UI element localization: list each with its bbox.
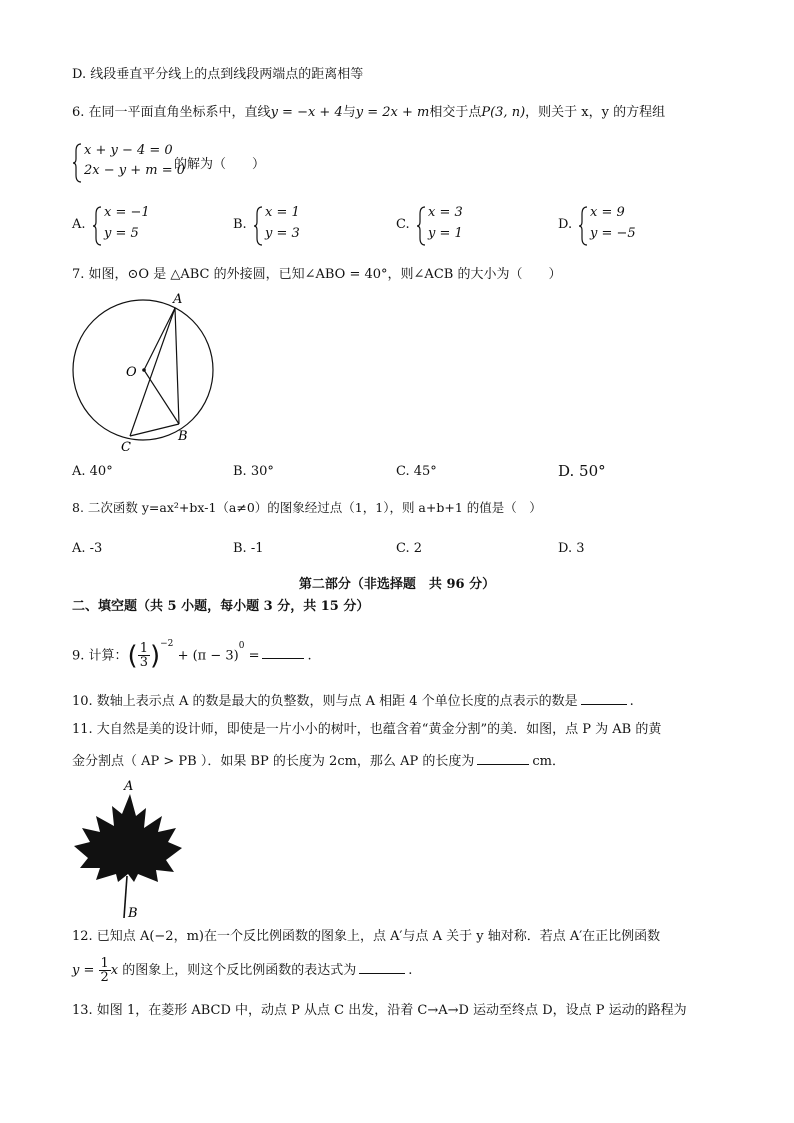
q11-answer-blank[interactable] bbox=[477, 751, 529, 765]
q13-stem: 13. 如图 1，在菱形 ABCD 中，动点 P 从点 C 出发，沿着 C→A→D 运动至终点 D，设点 P 运动的路程为 bbox=[72, 1003, 687, 1018]
q10-answer-blank[interactable] bbox=[581, 691, 627, 705]
q6-number: 6. bbox=[72, 105, 85, 120]
q6-line-2: y = 2x + m bbox=[355, 105, 430, 120]
q6-option-row: y = 1 bbox=[428, 226, 463, 241]
q7-option-a: A. 40° bbox=[72, 464, 113, 479]
q5-option-d: D. 线段垂直平分线上的点到线段两端点的距离相等 bbox=[72, 67, 364, 82]
q9-numerator: 1 bbox=[139, 641, 148, 657]
q8-option-b: B. -1 bbox=[233, 541, 264, 556]
q6-option-row: y = 5 bbox=[104, 226, 139, 241]
q8-option-a: A. -3 bbox=[72, 541, 103, 556]
q12-line-2: y = $\frac{1}{2}$ x 的图象上，则这个反比例函数的表达式为 . bbox=[72, 956, 413, 985]
q7-circle-figure bbox=[68, 290, 218, 455]
q6-option-row: x = 9 bbox=[590, 205, 625, 220]
q10-stem: 10. 数轴上表示点 A 的数是最大的负整数，则与点 A 相距 4 个单位长度的点表示的数是 . bbox=[72, 691, 634, 711]
q6-option-b bbox=[233, 205, 353, 247]
q6-option-label: B. bbox=[233, 217, 247, 232]
q6-text-3: 相交于点 bbox=[429, 105, 482, 120]
q6-option-row: x = 3 bbox=[428, 205, 463, 220]
brace-icon bbox=[578, 206, 588, 246]
q11-line-2: 金分割点（ AP > PB ）．如果 BP 的长度为 2cm，那么 AP 的长度为 cm． bbox=[72, 751, 565, 771]
part2-title: 第二部分（非选择题 共 96 分） bbox=[298, 577, 496, 592]
q11-line-1: 11. 大自然是美的设计师，即使是一片小小的树叶，也蕴含着“黄金分割”的美．如图，点 P 为 AB 的黄 bbox=[72, 722, 662, 737]
q9-prefix: 9. 计算： bbox=[72, 648, 128, 664]
brace-icon bbox=[72, 143, 82, 183]
q9-denominator: 3 bbox=[139, 655, 148, 671]
q6-option-row: x = 1 bbox=[265, 205, 300, 220]
q7-option-d: D. 50° bbox=[558, 462, 606, 480]
brace-icon bbox=[253, 206, 263, 246]
q6-system bbox=[72, 143, 272, 183]
q7-stem: 7. 如图，⊙O 是 △ABC 的外接圆，已知∠ABO = 40°，则∠ACB 的大小为（ ） bbox=[72, 267, 562, 282]
q9-middle: + (π − 3) bbox=[177, 648, 239, 664]
q11-label-p: P bbox=[128, 881, 137, 896]
q6-system-eq1: x + y − 4 = 0 bbox=[84, 143, 173, 158]
q8-option-d: D. 3 bbox=[558, 541, 585, 556]
q6-option-row: x = −1 bbox=[104, 205, 150, 220]
q7-option-b: B. 30° bbox=[233, 464, 274, 479]
q7-label-a: A bbox=[173, 292, 183, 307]
q9-answer-blank[interactable] bbox=[262, 645, 304, 659]
maple-leaf-figure bbox=[72, 776, 184, 922]
q12-line-1: 12. 已知点 A(−2，m)在一个反比例函数的图象上，点 A′与点 A 关于 y 轴对称．若点 A′在正比例函数 bbox=[72, 929, 661, 944]
q6-option-a bbox=[72, 205, 192, 247]
q9-exponent-2: 0 bbox=[238, 641, 245, 651]
q8-option-c: C. 2 bbox=[396, 541, 423, 556]
q6-system-eq2: 2x − y + m = 0 bbox=[84, 163, 186, 178]
brace-icon bbox=[92, 206, 102, 246]
q12-denominator: 2 bbox=[100, 970, 109, 985]
q6-stem bbox=[72, 104, 665, 122]
q6-text-1: 在同一平面直角坐标系中，直线 bbox=[88, 105, 271, 120]
q6-option-label: D. bbox=[558, 217, 573, 232]
q6-option-label: A. bbox=[72, 217, 86, 232]
q11-label-b: B bbox=[128, 906, 138, 921]
q6-point: P(3, n) bbox=[481, 105, 526, 120]
q8-stem: 8. 二次函数 y=ax²+bx-1（a≠0）的图象经过点（1，1），则 a+b+1 的值是（ ） bbox=[72, 500, 542, 515]
q12-numerator: 1 bbox=[100, 956, 109, 971]
q6-option-d bbox=[558, 205, 678, 247]
q6-option-row: y = −5 bbox=[590, 226, 636, 241]
q7-label-o: O bbox=[126, 365, 137, 380]
q6-option-c bbox=[396, 205, 516, 247]
maple-leaf-icon bbox=[74, 794, 182, 882]
q11-label-a: A bbox=[124, 779, 134, 794]
q6-option-label: C. bbox=[396, 217, 410, 232]
q6-text-2: 与 bbox=[342, 105, 356, 120]
q9-stem: 9. 计算：( $\frac{1}{3}$ )$^{-2} + (\pi - 3)^0$ = . bbox=[72, 639, 312, 671]
q7-label-b: B bbox=[178, 429, 188, 444]
q6-tail: 的解为（ ） bbox=[174, 157, 266, 172]
brace-icon bbox=[416, 206, 426, 246]
q6-line-1: y = −x + 4 bbox=[270, 105, 343, 120]
q7-option-c: C. 45° bbox=[396, 464, 437, 479]
q6-option-row: y = 3 bbox=[265, 226, 300, 241]
section-heading: 二、填空题（共 5 小题，每小题 3 分，共 15 分） bbox=[72, 599, 370, 614]
q9-equals: = bbox=[248, 648, 260, 664]
q7-label-c: C bbox=[121, 440, 131, 455]
q9-exponent-1: −2 bbox=[160, 639, 174, 649]
q12-answer-blank[interactable] bbox=[359, 960, 405, 974]
q6-text-4: ，则关于 x，y 的方程组 bbox=[525, 105, 666, 120]
